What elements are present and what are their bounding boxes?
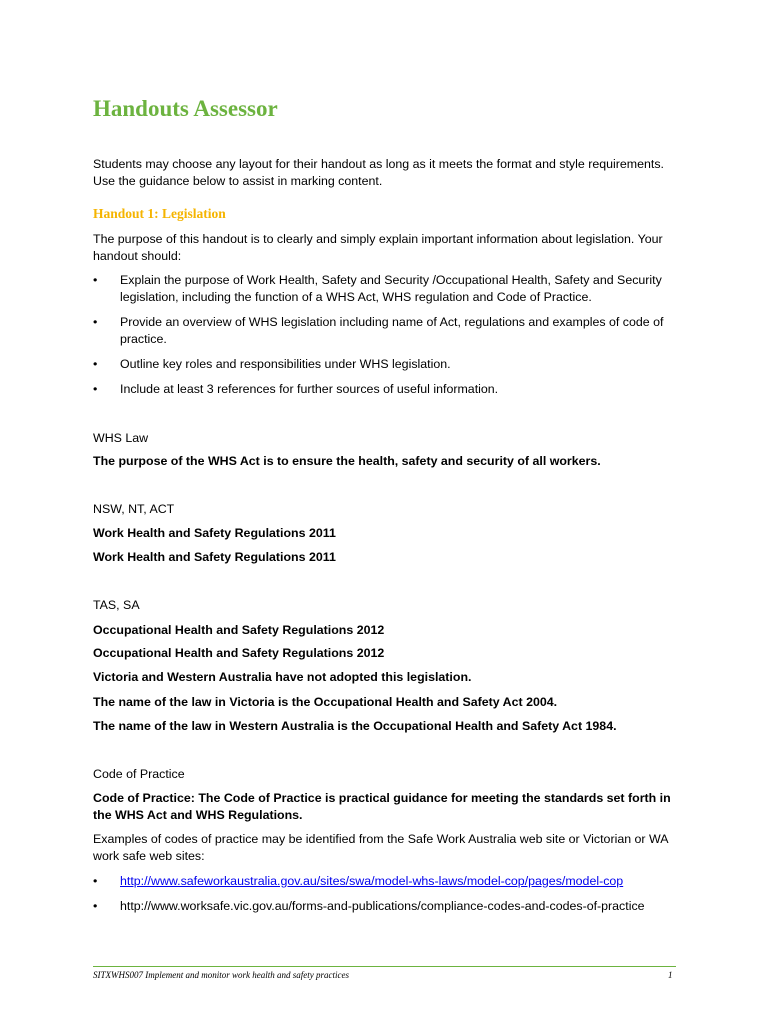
footer-page-number: 1: [668, 970, 673, 980]
bullet-icon: •: [93, 874, 98, 888]
cop-heading: Code of Practice: [93, 767, 185, 781]
bullet-icon: •: [93, 273, 98, 287]
cop-definition: Code of Practice: The Code of Practice is practical guidance for meeting the standards set forth in the WHS Act and WHS Regulations.: [93, 791, 671, 822]
list-item-text: Provide an overview of WHS legislation including name of Act, regulations and examples of code of practice.: [120, 315, 664, 346]
tas-regulation-1: Occupational Health and Safety Regulations 2012: [93, 623, 385, 637]
whs-law-text: The purpose of the WHS Act is to ensure the health, safety and security of all workers.: [93, 454, 601, 468]
vic-wa-note: Victoria and Western Australia have not adopted this legislation.: [93, 670, 472, 684]
worksafe-vic-url: http://www.worksafe.vic.gov.au/forms-and-publications/compliance-codes-and-codes-of-practice: [120, 899, 645, 913]
nsw-regulation-2: Work Health and Safety Regulations 2011: [93, 550, 336, 564]
list-item-text: Include at least 3 references for further sources of useful information.: [120, 382, 499, 396]
bullet-icon: •: [93, 382, 98, 396]
nsw-regulation-1: Work Health and Safety Regulations 2011: [93, 526, 336, 540]
whs-law-heading: WHS Law: [93, 431, 149, 445]
intro-paragraph: Students may choose any layout for their handout as long as it meets the format and style requirements. Use the guidance below to assist in marking content.: [93, 157, 664, 188]
tas-heading: TAS, SA: [93, 598, 140, 612]
bullet-icon: •: [93, 357, 98, 371]
wa-law-note: The name of the law in Western Australia is the Occupational Health and Safety Act 1984.: [93, 719, 617, 733]
page-title: Handouts Assessor: [93, 96, 278, 121]
tas-regulation-2: Occupational Health and Safety Regulations 2012: [93, 646, 385, 660]
handout-1-heading: Handout 1: Legislation: [93, 206, 226, 221]
list-item-text: Outline key roles and responsibilities under WHS legislation.: [120, 357, 451, 371]
footer-course-title: SITXWHS007 Implement and monitor work health and safety practices: [93, 970, 349, 980]
bullet-icon: •: [93, 315, 98, 329]
list-item-text: Explain the purpose of Work Health, Safety and Security /Occupational Health, Safety and Security legislation, including the function of a WHS Act, WHS regulation and Code of Practice.: [120, 273, 662, 304]
safework-australia-link[interactable]: http://www.safeworkaustralia.gov.au/sites/swa/model-whs-laws/model-cop/pages/model-cop: [120, 874, 624, 888]
bullet-icon: •: [93, 899, 98, 913]
handout-purpose-paragraph: The purpose of this handout is to clearly and simply explain important information about legislation. Your handout should:: [93, 232, 663, 263]
vic-law-note: The name of the law in Victoria is the Occupational Health and Safety Act 2004.: [93, 695, 558, 709]
nsw-heading: NSW, NT, ACT: [93, 502, 175, 516]
footer-divider: [93, 966, 676, 967]
cop-examples-paragraph: Examples of codes of practice may be identified from the Safe Work Australia web site or Victorian or WA work safe web sites:: [93, 832, 668, 863]
